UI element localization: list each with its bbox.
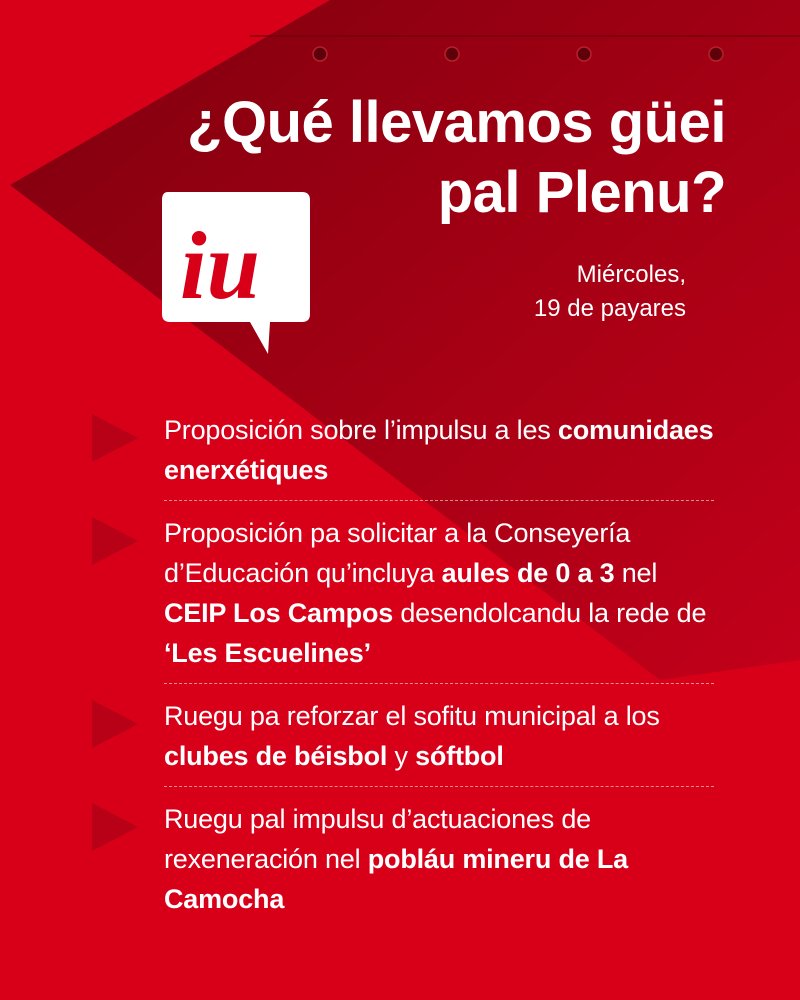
list-item — [0, 799, 724, 919]
body-text: nel — [614, 558, 658, 588]
logo-text: iu — [180, 212, 261, 319]
highlight-text: CEIP Los Campos — [164, 598, 394, 628]
title-line-2: pal Plenu? — [437, 160, 726, 225]
play-arrow-icon — [92, 517, 138, 565]
play-arrow-icon — [92, 803, 138, 851]
title-line-1: ¿Qué llevamos güei — [187, 90, 726, 155]
highlight-text: aules de 0 a 3 — [441, 558, 615, 588]
list-item — [0, 410, 724, 490]
meeting-date — [450, 258, 686, 326]
highlight-text: clubes de béisbol — [164, 741, 388, 771]
list-item — [0, 696, 724, 776]
dashed-divider — [164, 683, 714, 684]
highlight-text: ‘Les Escuelines’ — [164, 638, 371, 668]
list-item-text — [164, 513, 724, 673]
body-text: Proposición pa solicitar a la Conseyería d’Educación qu’incluya — [164, 518, 631, 588]
body-text: Ruegu pa reforzar el sofitu municipal a los — [164, 701, 660, 731]
dashed-divider — [164, 786, 714, 787]
dashed-divider — [164, 500, 714, 501]
list-item-text — [164, 410, 724, 490]
list-item-text — [164, 799, 724, 919]
agenda-list — [0, 410, 800, 919]
body-text: y — [387, 741, 416, 771]
highlight-text: pobláu mineru de La Camocha — [164, 844, 628, 914]
play-arrow-icon — [92, 700, 138, 748]
list-item-text — [164, 696, 724, 776]
body-text: Ruegu pal impulsu d’actuaciones de rexeneración nel — [164, 804, 591, 874]
body-text: desendolcandu la rede de — [393, 598, 707, 628]
date-line-2: 19 de payares — [533, 295, 686, 322]
date-line-1: Miércoles, — [576, 261, 686, 288]
highlight-text: comunidaes enerxétiques — [164, 415, 714, 485]
rivets-decoration — [0, 0, 800, 100]
body-text: Proposición sobre l’impulsu a les — [164, 415, 558, 445]
play-arrow-icon — [92, 414, 138, 462]
list-item — [0, 513, 724, 673]
iu-logo-icon — [146, 172, 326, 362]
highlight-text: sóftbol — [415, 741, 504, 771]
